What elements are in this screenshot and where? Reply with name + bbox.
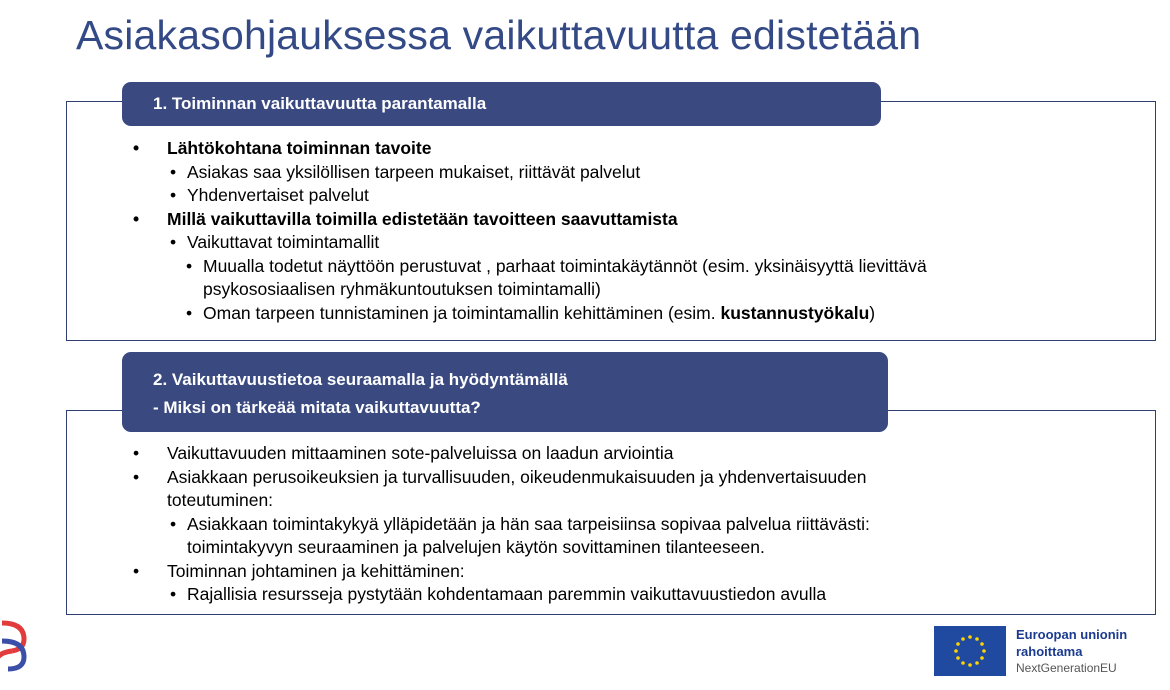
list-item-text: toteutuminen: <box>167 490 274 510</box>
list-item <box>150 208 927 232</box>
list-item-text: ) <box>869 302 876 323</box>
eu-line1: Euroopan unionin <box>1016 627 1128 642</box>
eu-line2: rahoittama <box>1016 644 1083 659</box>
list-item-text: Lähtökohtana toiminnan tavoite <box>167 138 432 158</box>
eu-flag-icon <box>934 626 1006 676</box>
list-item <box>150 137 927 161</box>
list-item-text: Toiminnan johtaminen ja kehittäminen: <box>167 560 465 581</box>
list-item <box>150 466 870 490</box>
eu-line3: NextGenerationEU <box>1016 661 1117 675</box>
list-item-continuation <box>150 536 870 560</box>
list-item-text: Asiakas saa yksilöllisen tarpeen mukaiset, riittävät palvelut <box>187 161 641 182</box>
list-item <box>150 513 870 537</box>
list-item-text: Asiakkaan toimintakykyä ylläpidetään ja hän saa tarpeisiinsa sopivaa palvelua riittävästi: <box>187 513 870 534</box>
list-item-text: Millä vaikuttavilla toimilla edistetään tavoitteen saavuttamista <box>167 208 678 229</box>
list-item <box>150 184 927 208</box>
section2-header <box>122 352 888 432</box>
section1-header <box>122 82 881 126</box>
list-item <box>150 161 927 185</box>
list-item <box>150 442 870 466</box>
section2-header-line1: 2. Vaikuttavuustietoa seuraamalla ja hyödyntämällä <box>153 370 568 389</box>
list-item <box>150 231 927 255</box>
section1-header-text: 1. Toiminnan vaikuttavuutta parantamalla <box>153 94 487 113</box>
eu-funding-label <box>1016 626 1127 677</box>
list-item-text: Vaikuttavat toimintamallit <box>187 232 380 252</box>
list-item <box>150 255 927 279</box>
list-item <box>150 560 870 584</box>
list-item-text: Muualla todetut näyttöön perustuvat , parhaat toimintakäytännöt (esim. yksinäisyyttä lievittävä <box>203 255 927 276</box>
list-item-text: Rajallisia resursseja pystytään kohdentamaan paremmin vaikuttavuustiedon avulla <box>187 584 827 604</box>
section2-content <box>150 442 870 607</box>
list-item-text: Yhdenvertaiset palvelut <box>187 185 369 205</box>
list-item <box>150 583 870 607</box>
list-item-emphasis: kustannustyökalu <box>720 302 870 323</box>
list-item-text: toimintakyvyn seuraaminen ja palvelujen käytön sovittaminen tilanteeseen. <box>187 537 765 557</box>
list-item-text: psykososiaalisen ryhmäkuntoutuksen toimintamalli) <box>203 279 601 299</box>
logo-icon <box>0 615 33 675</box>
list-item-continuation <box>150 278 927 302</box>
list-item-text: Oman tarpeen tunnistaminen ja toimintamallin kehittäminen (esim. <box>203 302 721 323</box>
list-item-text: Asiakkaan perusoikeuksien ja turvallisuuden, oikeudenmukaisuuden ja yhdenvertaisuuden <box>167 466 867 487</box>
list-item <box>150 302 927 326</box>
list-item-continuation <box>150 489 870 513</box>
list-item-text: Vaikuttavuuden mittaaminen sote-palveluissa on laadun arviointia <box>167 443 674 463</box>
section1-content <box>150 137 927 325</box>
section2-header-line2: - Miksi on tärkeää mitata vaikuttavuutta? <box>153 398 481 417</box>
page-title: Asiakasohjauksessa vaikuttavuutta edistetään <box>76 12 922 58</box>
